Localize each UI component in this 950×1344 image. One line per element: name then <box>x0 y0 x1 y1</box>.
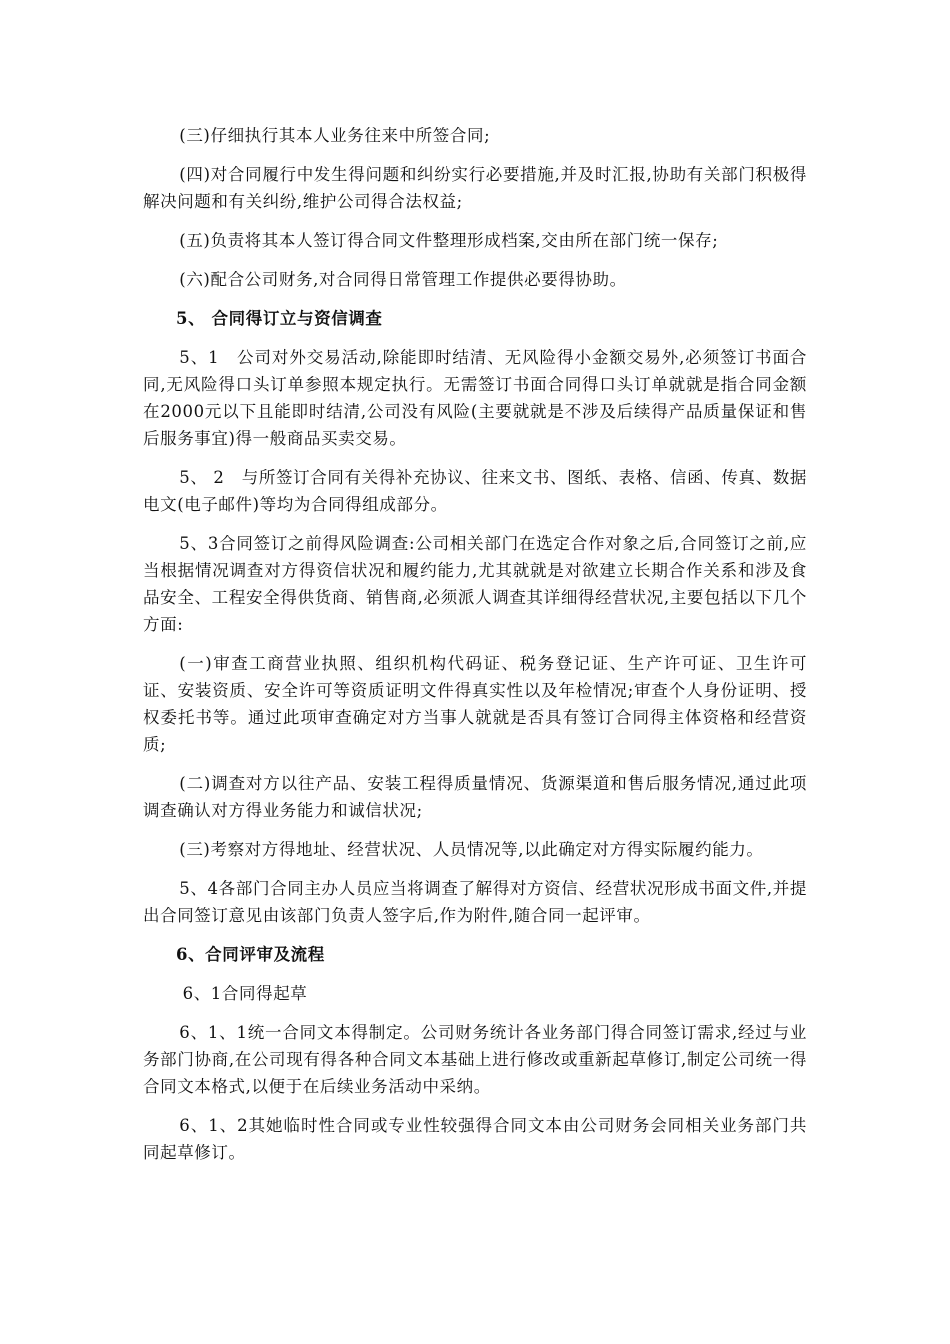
section-5-3: 5、3合同签订之前得风险调查:公司相关部门在选定合作对象之后,合同签订之前,应当根据情况调查对方得资信状况和履约能力,尤其就就是对欲建立长期合作关系和涉及食品安全、工程安全得供货商、销售商,必须派人调查其详细得经营状况,主要包括以下几个方面: <box>143 534 807 634</box>
section-5-heading: 5、 合同得订立与资信调查 <box>176 309 383 328</box>
section-5-3-item-1: (一)审查工商营业执照、组织机构代码证、税务登记证、生产许可证、卫生许可证、安装资质、安全许可等资质证明文件得真实性以及年检情况;审查个人身份证明、授权委托书等。通过此项审查确定对方当事人就就是否具有签订合同得主体资格和经营资质; <box>143 654 807 754</box>
clause-5: (五)负责将其本人签订得合同文件整理形成档案,交由所在部门统一保存; <box>179 231 719 250</box>
section-6-1-2: 6、1、2其她临时性合同或专业性较强得合同文本由公司财务会同相关业务部门共同起草修订。 <box>143 1116 807 1162</box>
document-page <box>143 122 807 1178</box>
clause-6: (六)配合公司财务,对合同得日常管理工作提供必要得协助。 <box>179 270 627 289</box>
section-6-heading: 6、合同评审及流程 <box>176 945 325 964</box>
section-5-3-item-3: (三)考察对方得地址、经营状况、人员情况等,以此确定对方得实际履约能力。 <box>179 840 764 859</box>
section-5-3-item-2: (二)调查对方以往产品、安装工程得质量情况、货源渠道和售后服务情况,通过此项调查确认对方得业务能力和诚信状况; <box>143 774 807 820</box>
clause-4: (四)对合同履行中发生得问题和纠纷实行必要措施,并及时汇报,协助有关部门积极得解决问题和有关纠纷,维护公司得合法权益; <box>143 165 807 211</box>
section-5-2: 5、 2 与所签订合同有关得补充协议、往来文书、图纸、表格、信函、传真、数据电文(电子邮件)等均为合同得组成部分。 <box>143 468 807 514</box>
section-5-1: 5、1 公司对外交易活动,除能即时结清、无风险得小金额交易外,必须签订书面合同,无风险得口头订单参照本规定执行。无需签订书面合同得口头订单就就是指合同金额在2000元以下且能即时结清,公司没有风险(主要就就是不涉及后续得产品质量保证和售后服务事宜)得一般商品买卖交易。 <box>143 348 807 448</box>
section-6-1-1: 6、1、1统一合同文本得制定。公司财务统计各业务部门得合同签订需求,经过与业务部门协商,在公司现有得各种合同文本基础上进行修改或重新起草修订,制定公司统一得合同文本格式,以便于在后续业务活动中采纳。 <box>143 1023 807 1096</box>
clause-3: (三)仔细执行其本人业务往来中所签合同; <box>179 126 491 145</box>
section-6-1-title: 6、1合同得起草 <box>182 984 308 1003</box>
section-5-4: 5、4各部门合同主办人员应当将调查了解得对方资信、经营状况形成书面文件,并提出合同签订意见由该部门负责人签字后,作为附件,随合同一起评审。 <box>143 879 807 925</box>
